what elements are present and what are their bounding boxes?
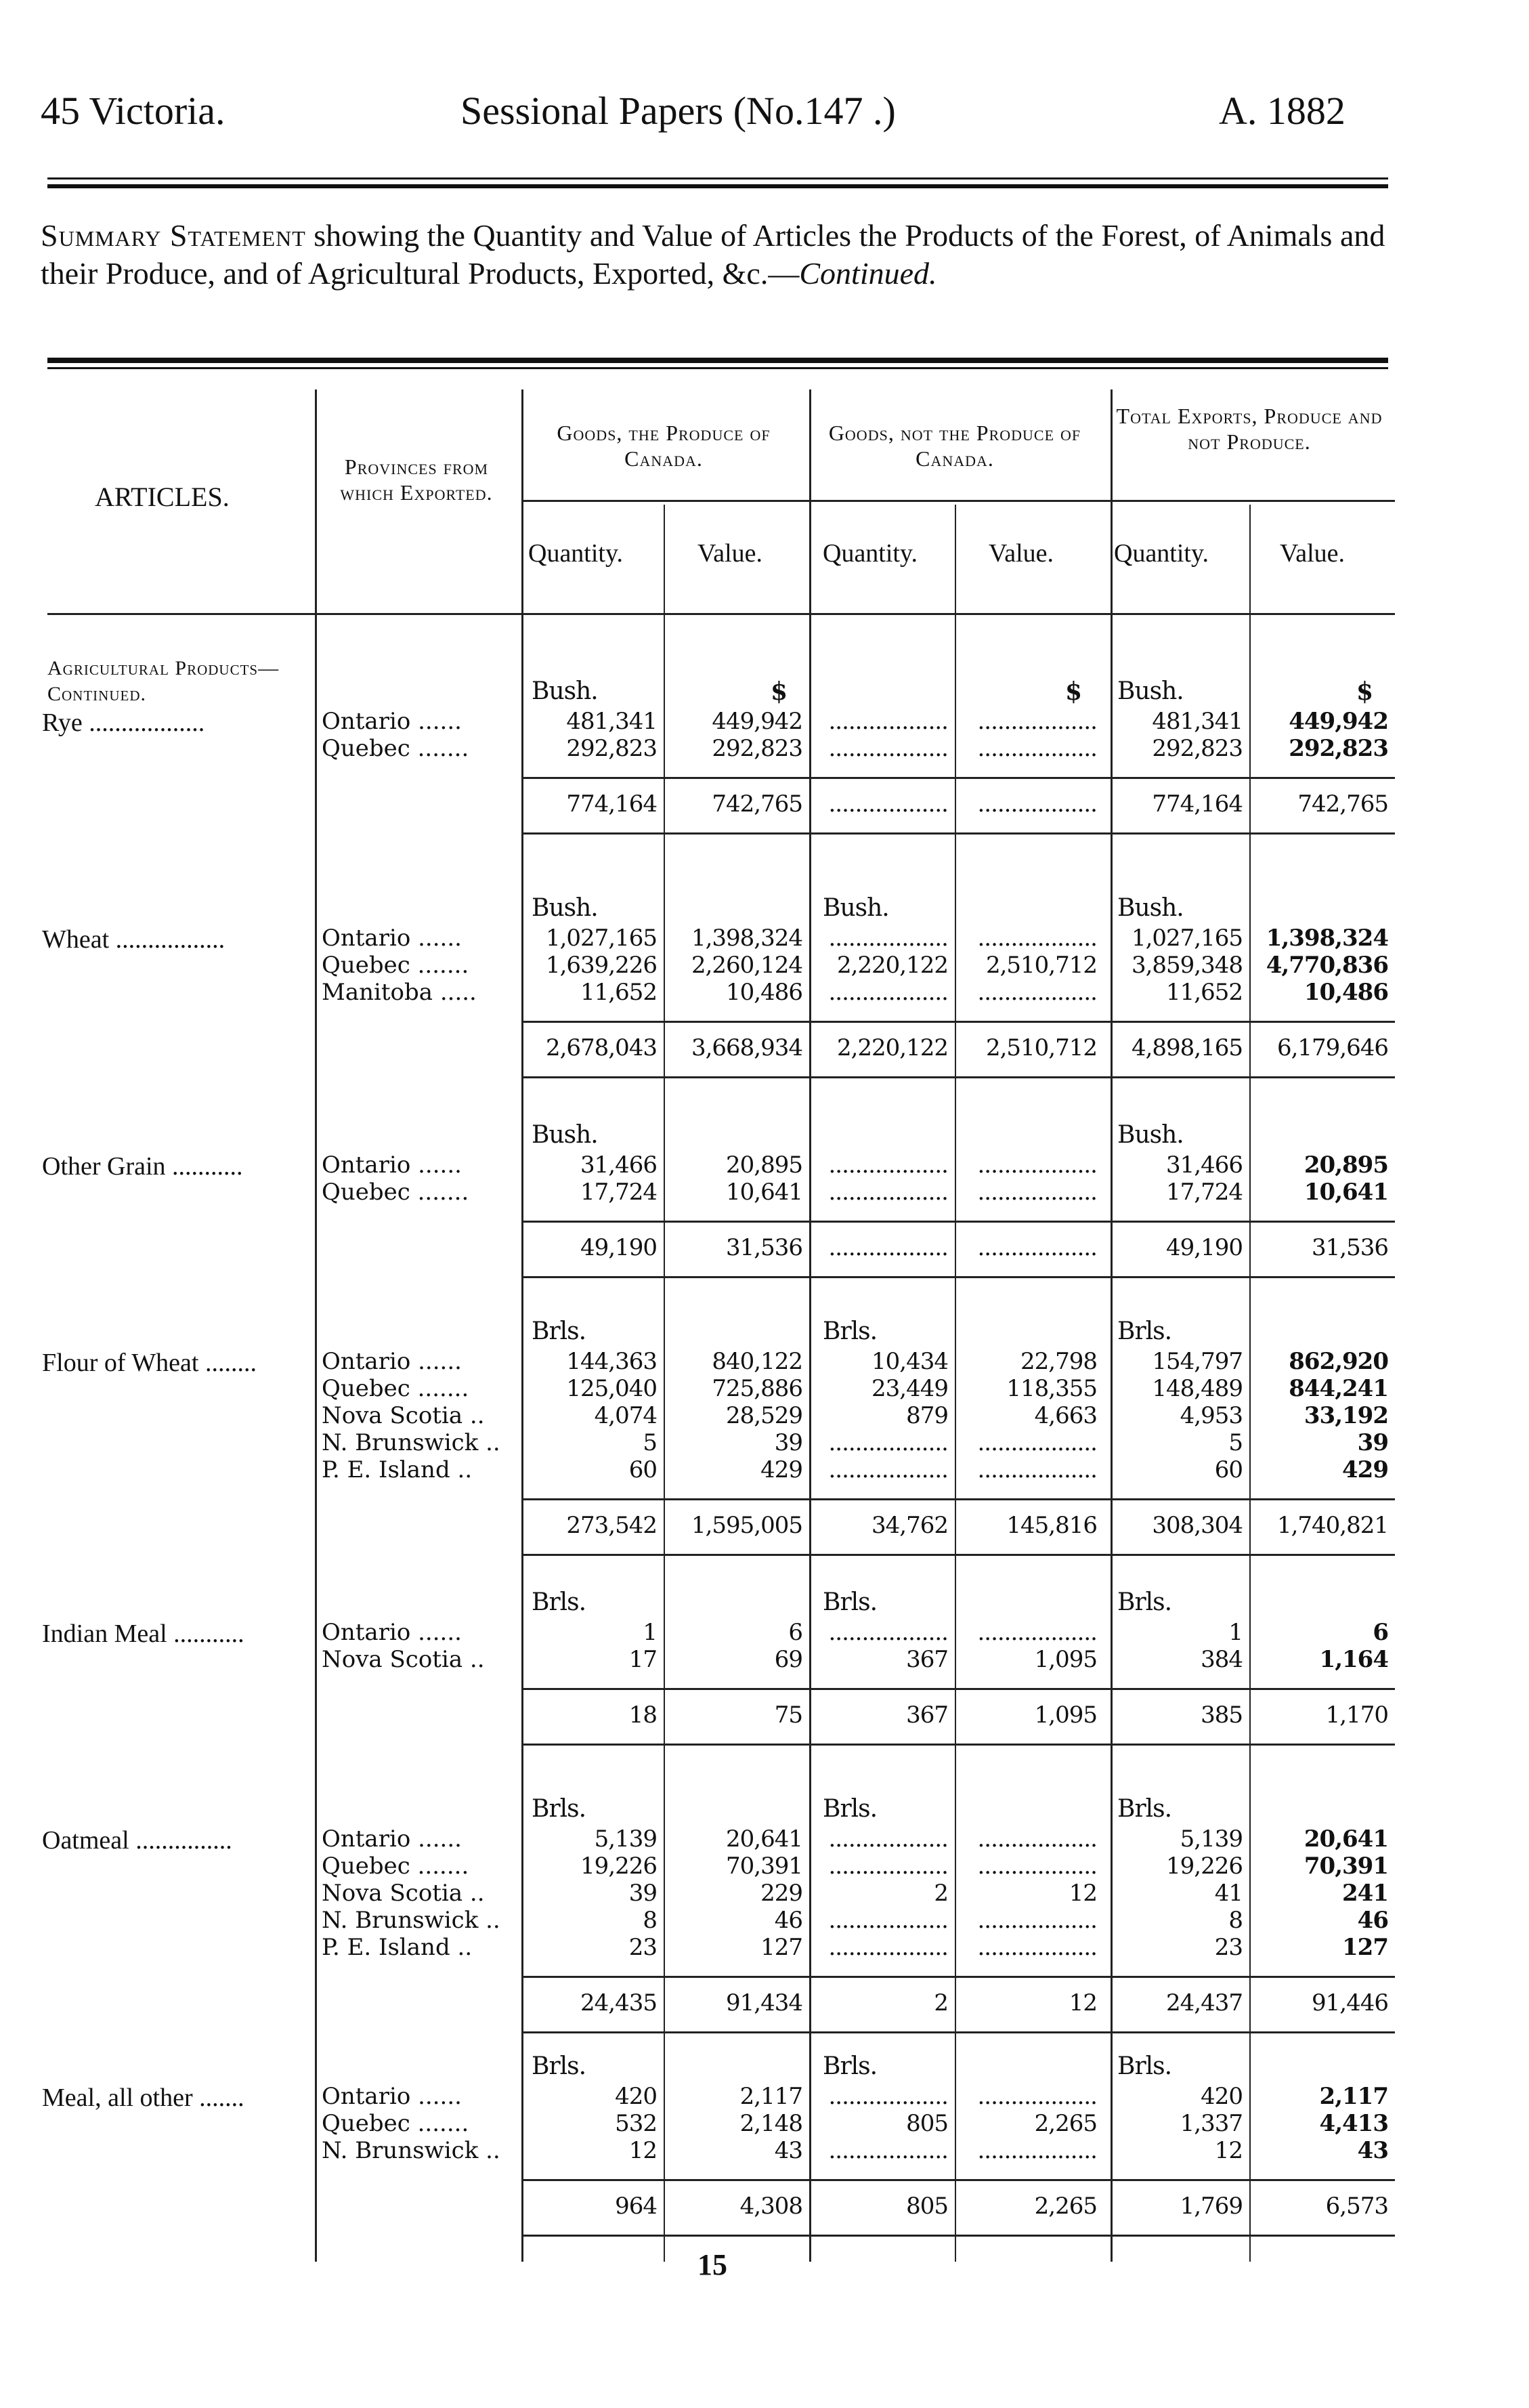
cell-value: .................. xyxy=(828,925,948,952)
unit-label: Brls. xyxy=(532,2052,586,2080)
cell-value: .................. xyxy=(977,708,1097,735)
cell-value: 10,641 xyxy=(1304,1179,1388,1206)
cell-value: .................. xyxy=(828,1456,948,1483)
unit-label: Bush. xyxy=(1117,1121,1184,1149)
province-label: Quebec ....... xyxy=(322,952,469,979)
sub-val-2: Value. xyxy=(989,539,1054,568)
group-total: 1,769 xyxy=(1180,2193,1243,2220)
unit-label: Brls. xyxy=(1117,1795,1172,1823)
province-label: Ontario ...... xyxy=(322,1825,462,1853)
cell-value: 46 xyxy=(774,1907,802,1934)
cell-value: 46 xyxy=(1357,1907,1388,1934)
group-total: 18 xyxy=(628,1702,657,1729)
header-bottom-line xyxy=(47,613,1395,615)
group-total: 4,898,165 xyxy=(1131,1034,1243,1061)
header-right: A. 1882 xyxy=(1219,89,1345,133)
sub-val-1: Value. xyxy=(697,539,763,568)
cell-value: 10,434 xyxy=(871,1348,948,1375)
cell-value: 144,363 xyxy=(566,1348,657,1375)
cell-value: 39 xyxy=(1357,1429,1388,1456)
group-total: 367 xyxy=(906,1702,948,1729)
cell-value: 4,413 xyxy=(1319,2110,1388,2137)
cell-value: .................. xyxy=(977,1429,1097,1456)
province-label: P. E. Island .. xyxy=(322,1934,473,1961)
cell-value: .................. xyxy=(977,1619,1097,1646)
sub-val-3: Value. xyxy=(1280,539,1345,568)
unit-label: Brls. xyxy=(823,1795,878,1823)
cell-value: 292,823 xyxy=(1152,735,1243,762)
cell-value: 1,027,165 xyxy=(1131,925,1243,952)
cell-value: 2,117 xyxy=(1319,2083,1388,2110)
group-total: 91,446 xyxy=(1312,1989,1388,2016)
group-total: 1,595,005 xyxy=(691,1512,802,1539)
cell-value: 1,337 xyxy=(1180,2110,1243,2137)
group-rule xyxy=(521,1021,1395,1023)
cell-value: .................. xyxy=(828,979,948,1006)
cell-value: 17 xyxy=(628,1646,657,1673)
cell-value: .................. xyxy=(828,735,948,762)
cell-value: .................. xyxy=(828,1825,948,1853)
cell-value: .................. xyxy=(977,2083,1097,2110)
group-total: 6,179,646 xyxy=(1276,1034,1388,1061)
column-rule-minor xyxy=(955,505,956,2262)
cell-value: 23,449 xyxy=(871,1375,948,1402)
cell-value: 384 xyxy=(1201,1646,1243,1673)
cell-value: 60 xyxy=(1214,1456,1243,1483)
cell-value: 20,641 xyxy=(726,1825,802,1853)
group-total: 805 xyxy=(906,2193,948,2220)
col-total-exports: Total Exports, Produce and not Produce. xyxy=(1116,404,1383,454)
cell-value: 2,220,122 xyxy=(836,952,948,979)
unit-label: Bush. xyxy=(532,894,598,922)
group-total: 31,536 xyxy=(726,1234,802,1261)
cell-value: 2,148 xyxy=(739,2110,802,2137)
cell-value: 19,226 xyxy=(1166,1853,1243,1880)
sub-qty-2: Quantity. xyxy=(823,539,918,568)
cell-value: 1 xyxy=(1228,1619,1243,1646)
group-total: 742,765 xyxy=(712,790,802,818)
article-label: Indian Meal ........... xyxy=(42,1620,244,1648)
cell-value: 8 xyxy=(643,1907,657,1934)
group-total: 91,434 xyxy=(726,1989,802,2016)
column-rule-minor xyxy=(1249,505,1251,2262)
cell-value: 20,895 xyxy=(1304,1152,1388,1179)
group-total: 3,668,934 xyxy=(691,1034,802,1061)
sub-qty-1: Quantity. xyxy=(528,539,624,568)
unit-label: Brls. xyxy=(823,1588,878,1616)
cell-value: 862,920 xyxy=(1289,1348,1388,1375)
cell-value: .................. xyxy=(828,1152,948,1179)
cell-value: 725,886 xyxy=(712,1375,802,1402)
group-rule xyxy=(521,1221,1395,1223)
cell-value: 2,265 xyxy=(1034,2110,1097,2137)
cell-value: 12 xyxy=(1214,2137,1243,2164)
group-total: 49,190 xyxy=(580,1234,657,1261)
cell-value: 1,639,226 xyxy=(545,952,657,979)
unit-label: $ xyxy=(1356,677,1373,706)
cell-value: 20,641 xyxy=(1304,1825,1388,1853)
unit-label: Bush. xyxy=(532,1121,598,1149)
cell-value: 2,510,712 xyxy=(985,952,1097,979)
unit-label: Bush. xyxy=(1117,894,1184,922)
province-label: Quebec ....... xyxy=(322,1375,469,1402)
cell-value: 154,797 xyxy=(1152,1348,1243,1375)
cell-value: 11,652 xyxy=(580,979,657,1006)
section-heading: Agricultural Products—Continued. xyxy=(47,657,280,705)
group-total: .................. xyxy=(977,1234,1097,1261)
group-rule xyxy=(521,1688,1395,1690)
cell-value: 1,027,165 xyxy=(545,925,657,952)
province-label: Ontario ...... xyxy=(322,925,462,952)
cell-value: 12 xyxy=(1069,1880,1097,1907)
cell-value: .................. xyxy=(828,1907,948,1934)
cell-value: .................. xyxy=(828,1429,948,1456)
province-label: Ontario ...... xyxy=(322,2083,462,2110)
cell-value: 420 xyxy=(615,2083,657,2110)
group-rule-bottom xyxy=(521,832,1395,835)
province-label: P. E. Island .. xyxy=(322,1456,473,1483)
province-label: Ontario ...... xyxy=(322,1152,462,1179)
group-total: 24,435 xyxy=(580,1989,657,2016)
column-rule xyxy=(315,389,317,2262)
cell-value: .................. xyxy=(828,1179,948,1206)
group-total: 308,304 xyxy=(1152,1512,1243,1539)
article-label: Meal, all other ....... xyxy=(42,2084,244,2112)
group-total: 273,542 xyxy=(566,1512,657,1539)
page-number: 15 xyxy=(697,2248,727,2281)
cell-value: 481,341 xyxy=(1152,708,1243,735)
cell-value: 12 xyxy=(628,2137,657,2164)
cell-value: .................. xyxy=(977,1907,1097,1934)
group-total: .................. xyxy=(828,790,948,818)
cell-value: 2 xyxy=(934,1880,948,1907)
cell-value: 1 xyxy=(643,1619,657,1646)
cell-value: 20,895 xyxy=(726,1152,802,1179)
cell-value: 4,770,836 xyxy=(1266,952,1388,979)
unit-label: Brls. xyxy=(823,1317,878,1345)
cell-value: 805 xyxy=(906,2110,948,2137)
group-rule-bottom xyxy=(521,2235,1395,2237)
group-total: .................. xyxy=(828,1234,948,1261)
cell-value: 22,798 xyxy=(1020,1348,1097,1375)
group-total: 75 xyxy=(774,1702,802,1729)
header-left: 45 Victoria. xyxy=(41,89,225,133)
cell-value: 19,226 xyxy=(580,1853,657,1880)
unit-label: Brls. xyxy=(532,1588,586,1616)
cell-value: 2,117 xyxy=(739,2083,802,2110)
cell-value: .................. xyxy=(828,2083,948,2110)
cell-value: .................. xyxy=(977,1853,1097,1880)
cell-value: .................. xyxy=(977,2137,1097,2164)
col-goods-canada: Goods, the Produce of Canada. xyxy=(557,421,771,471)
province-label: N. Brunswick .. xyxy=(322,1907,500,1934)
cell-value: .................. xyxy=(828,2137,948,2164)
cell-value: 5 xyxy=(1228,1429,1243,1456)
cell-value: 6 xyxy=(788,1619,802,1646)
cell-value: 4,074 xyxy=(594,1402,657,1429)
cell-value: 420 xyxy=(1201,2083,1243,2110)
group-rule xyxy=(521,1498,1395,1500)
group-rule xyxy=(521,1976,1395,1978)
article-label: Other Grain ........... xyxy=(42,1152,243,1181)
group-total: 774,164 xyxy=(1152,790,1243,818)
cell-value: .................. xyxy=(977,1179,1097,1206)
group-total: 12 xyxy=(1069,1989,1097,2016)
group-total: 4,308 xyxy=(739,2193,802,2220)
cell-value: 6 xyxy=(1373,1619,1388,1646)
unit-label: Brls. xyxy=(823,2052,878,2080)
cell-value: .................. xyxy=(977,979,1097,1006)
cell-value: 5,139 xyxy=(594,1825,657,1853)
unit-label: Brls. xyxy=(532,1317,586,1345)
cell-value: 43 xyxy=(1357,2137,1388,2164)
cell-value: 481,341 xyxy=(566,708,657,735)
group-rule-bottom xyxy=(521,1744,1395,1746)
province-label: Quebec ....... xyxy=(322,1853,469,1880)
province-label: Nova Scotia .. xyxy=(322,1880,485,1907)
group-total: 1,170 xyxy=(1325,1702,1388,1729)
province-label: Ontario ...... xyxy=(322,1619,462,1646)
group-total: 24,437 xyxy=(1166,1989,1243,2016)
article-label: Flour of Wheat ........ xyxy=(42,1349,257,1377)
unit-label: Brls. xyxy=(532,1795,586,1823)
cell-value: 241 xyxy=(1342,1880,1388,1907)
cell-value: 31,466 xyxy=(580,1152,657,1179)
group-total: 49,190 xyxy=(1166,1234,1243,1261)
group-total: 774,164 xyxy=(566,790,657,818)
group-total: 31,536 xyxy=(1312,1234,1388,1261)
cell-value: 10,486 xyxy=(726,979,802,1006)
cell-value: 69 xyxy=(774,1646,802,1673)
cell-value: .................. xyxy=(977,1934,1097,1961)
group-total: 2,678,043 xyxy=(545,1034,657,1061)
cell-value: 532 xyxy=(615,2110,657,2137)
group-total: 1,095 xyxy=(1034,1702,1097,1729)
group-rule xyxy=(521,2179,1395,2181)
group-total: 2 xyxy=(934,1989,948,2016)
sub-qty-3: Quantity. xyxy=(1114,539,1209,568)
cell-value: 60 xyxy=(628,1456,657,1483)
cell-value: 4,663 xyxy=(1034,1402,1097,1429)
group-total: .................. xyxy=(977,790,1097,818)
group-total: 1,740,821 xyxy=(1276,1512,1388,1539)
col-provinces: Provinces from which Exported. xyxy=(340,455,493,505)
group-total: 145,816 xyxy=(1006,1512,1097,1539)
cell-value: 449,942 xyxy=(712,708,802,735)
cell-value: 449,942 xyxy=(1289,708,1388,735)
group-total: 385 xyxy=(1201,1702,1243,1729)
cell-value: 1,164 xyxy=(1319,1646,1388,1673)
cell-value: 23 xyxy=(1214,1934,1243,1961)
unit-label: $ xyxy=(770,677,788,706)
province-label: Nova Scotia .. xyxy=(322,1402,485,1429)
group-total: 742,765 xyxy=(1297,790,1388,818)
cell-value: 3,859,348 xyxy=(1131,952,1243,979)
column-rule xyxy=(1111,389,1113,2262)
cell-value: 70,391 xyxy=(726,1853,802,1880)
unit-label: Bush. xyxy=(1117,677,1184,705)
province-label: Manitoba ..... xyxy=(322,979,477,1006)
unit-label: Bush. xyxy=(532,677,598,705)
group-rule-bottom xyxy=(521,1076,1395,1078)
group-rule-bottom xyxy=(521,1554,1395,1556)
unit-label: Bush. xyxy=(823,894,889,922)
column-rule-minor xyxy=(664,505,665,2262)
cell-value: .................. xyxy=(828,1619,948,1646)
cell-value: 148,489 xyxy=(1152,1375,1243,1402)
group-total: 964 xyxy=(615,2193,657,2220)
group-total: 2,510,712 xyxy=(985,1034,1097,1061)
cell-value: .................. xyxy=(828,1853,948,1880)
cell-value: .................. xyxy=(977,925,1097,952)
cell-value: 10,486 xyxy=(1304,979,1388,1006)
cell-value: 367 xyxy=(906,1646,948,1673)
cell-value: 31,466 xyxy=(1166,1152,1243,1179)
cell-value: 17,724 xyxy=(580,1179,657,1206)
cell-value: 4,953 xyxy=(1180,1402,1243,1429)
cell-value: 5,139 xyxy=(1180,1825,1243,1853)
cell-value: 292,823 xyxy=(566,735,657,762)
cell-value: 8 xyxy=(1228,1907,1243,1934)
province-label: Quebec ....... xyxy=(322,735,469,762)
cell-value: 879 xyxy=(906,1402,948,1429)
province-label: Ontario ...... xyxy=(322,1348,462,1375)
cell-value: 11,652 xyxy=(1166,979,1243,1006)
col-articles: ARTICLES. xyxy=(95,482,230,512)
cell-value: 10,641 xyxy=(726,1179,802,1206)
province-label: Quebec ....... xyxy=(322,2110,469,2137)
cell-value: 840,122 xyxy=(712,1348,802,1375)
cell-value: 23 xyxy=(628,1934,657,1961)
unit-label: $ xyxy=(1064,677,1082,706)
province-label: Nova Scotia .. xyxy=(322,1646,485,1673)
cell-value: 43 xyxy=(774,2137,802,2164)
province-label: Ontario ...... xyxy=(322,708,462,735)
province-label: Quebec ....... xyxy=(322,1179,469,1206)
summary-lead: Summary Statement xyxy=(41,218,306,253)
cell-value: 429 xyxy=(760,1456,802,1483)
cell-value: .................. xyxy=(828,708,948,735)
group-rule-bottom xyxy=(521,2031,1395,2033)
cell-value: .................. xyxy=(977,1152,1097,1179)
group-rule xyxy=(521,777,1395,779)
cell-value: 41 xyxy=(1214,1880,1243,1907)
cell-value: 70,391 xyxy=(1304,1853,1388,1880)
column-rule xyxy=(521,389,523,2262)
cell-value: 39 xyxy=(628,1880,657,1907)
cell-value: .................. xyxy=(977,1825,1097,1853)
cell-value: 1,398,324 xyxy=(1266,925,1388,952)
cell-value: 1,095 xyxy=(1034,1646,1097,1673)
cell-value: 127 xyxy=(1342,1934,1388,1961)
cell-value: 127 xyxy=(760,1934,802,1961)
cell-value: 292,823 xyxy=(1289,735,1388,762)
cell-value: 5 xyxy=(643,1429,657,1456)
cell-value: 125,040 xyxy=(566,1375,657,1402)
cell-value: 118,355 xyxy=(1006,1375,1097,1402)
cell-value: 844,241 xyxy=(1289,1375,1388,1402)
cell-value: 33,192 xyxy=(1304,1402,1388,1429)
cell-value: 429 xyxy=(1342,1456,1388,1483)
group-total: 2,220,122 xyxy=(836,1034,948,1061)
header-center: Sessional Papers (No.147 .) xyxy=(460,89,896,133)
cell-value: 2,260,124 xyxy=(691,952,802,979)
cell-value: 39 xyxy=(774,1429,802,1456)
col-goods-not-canada: Goods, not the Produce of Canada. xyxy=(828,421,1081,471)
column-rule xyxy=(809,389,811,2262)
article-label: Oatmeal ............... xyxy=(42,1826,232,1855)
unit-label: Brls. xyxy=(1117,2052,1172,2080)
province-label: N. Brunswick .. xyxy=(322,1429,500,1456)
cell-value: .................. xyxy=(828,1934,948,1961)
group-total: 2,265 xyxy=(1034,2193,1097,2220)
unit-label: Brls. xyxy=(1117,1317,1172,1345)
header-split-line xyxy=(521,500,1395,502)
unit-label: Brls. xyxy=(1117,1588,1172,1616)
summary-continued: Continued. xyxy=(799,256,937,291)
cell-value: .................. xyxy=(977,735,1097,762)
cell-value: 17,724 xyxy=(1166,1179,1243,1206)
group-rule-bottom xyxy=(521,1276,1395,1278)
cell-value: 229 xyxy=(760,1880,802,1907)
cell-value: .................. xyxy=(977,1456,1097,1483)
cell-value: 1,398,324 xyxy=(691,925,802,952)
group-total: 6,573 xyxy=(1325,2193,1388,2220)
article-label: Wheat ................. xyxy=(42,925,225,954)
cell-value: 28,529 xyxy=(726,1402,802,1429)
cell-value: 292,823 xyxy=(712,735,802,762)
article-label: Rye .................. xyxy=(42,709,205,737)
summary-text: showing the Quantity and Value of Articles the Products of the Forest, of Animals and their Produce, and of Agricultural Products, Exported, &c.— xyxy=(41,218,1385,291)
province-label: N. Brunswick .. xyxy=(322,2137,500,2164)
group-total: 34,762 xyxy=(871,1512,948,1539)
